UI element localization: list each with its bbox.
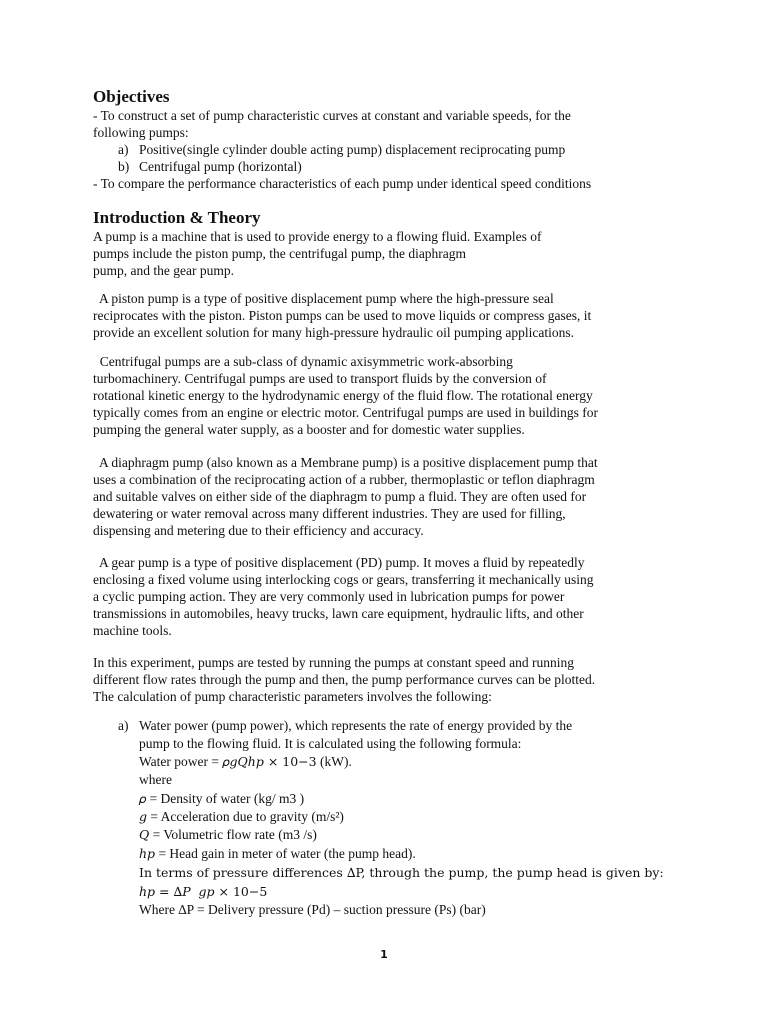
intro-p2-line: reciprocates with the piston. Piston pumps can be used to move liquids or compress gases, it (93, 308, 592, 323)
intro-p5-line: transmissions in automobiles, heavy trucks, lawn care equipment, hydraulic lifts, and other (93, 606, 584, 621)
intro-p1-line: pump, and the gear pump. (93, 263, 234, 278)
intro-p5-line: enclosing a fixed volume using interlocking cogs or gears, transferring it mechanically using (93, 572, 594, 587)
formula-math: 𝜌𝑔𝑄ℎ𝑝 × 10−3 (222, 754, 317, 769)
intro-p4-line: dispensing and metering due to their efficiency and accuracy. (93, 523, 424, 538)
symbol: 𝑔 (139, 809, 148, 824)
definition-text: = Head gain in meter of water (the pump head). (155, 846, 416, 861)
symbol: 𝑄 (139, 827, 150, 842)
intro-p3-line: turbomachinery. Centrifugal pumps are used to transport fluids by the conversion of (93, 371, 547, 386)
intro-p6-line: The calculation of pump characteristic parameters involves the following: (93, 689, 492, 704)
objectives-line-2: following pumps: (93, 125, 189, 140)
objectives-item-b-text: Centrifugal pump (horizontal) (139, 159, 302, 174)
water-power-formula (139, 753, 352, 771)
symbol: ℎ𝑝 (139, 846, 156, 861)
definition-hp (139, 845, 416, 863)
list-a-marker: a) (118, 718, 129, 733)
formula-prefix: Water power = (139, 754, 223, 769)
intro-p3-line: rotational kinetic energy to the hydrodynamic energy of the fluid flow. The rotational energy (93, 388, 593, 403)
intro-p1-line: pumps include the piston pump, the centrifugal pump, the diaphragm (93, 246, 467, 261)
intro-heading: Introduction & Theory (93, 208, 261, 227)
symbol: 𝜌 (139, 791, 147, 806)
delta-p-definition: Where ∆P = Delivery pressure (Pd) – suction pressure (Ps) (bar) (139, 902, 486, 917)
objectives-line-3: - To compare the performance characteristics of each pump under identical speed conditions (93, 176, 592, 191)
definition-text: = Density of water (kg/ m3 ) (146, 791, 305, 806)
intro-p3-line: typically comes from an engine or electric motor. Centrifugal pumps are used in buildings for (93, 405, 598, 420)
intro-p3-line: Centrifugal pumps are a sub-class of dynamic axisymmetric work-absorbing (93, 354, 513, 369)
list-a-line-2: pump to the flowing fluid. It is calculated using the following formula: (139, 736, 522, 751)
formula-suffix: (kW). (316, 754, 352, 769)
where-label: where (139, 772, 172, 787)
intro-p5-line: a cyclic pumping action. They are very commonly used in lubrication pumps for power (93, 589, 565, 604)
intro-p2-line: A piston pump is a type of positive displacement pump where the high-pressure seal (93, 291, 554, 306)
intro-p4-line: uses a combination of the reciprocating action of a rubber, thermoplastic or teflon diaphragm (93, 472, 595, 487)
page-number: 1 (380, 948, 388, 961)
intro-p5-line: A gear pump is a type of positive displacement (PD) pump. It moves a fluid by repeatedly (93, 555, 585, 570)
intro-p6-line: In this experiment, pumps are tested by running the pumps at constant speed and running (93, 655, 575, 670)
head-formula: ℎ𝑝 = ∆𝑃 𝑔𝑝 × 10−5 (139, 884, 268, 899)
intro-p3-line: pumping the general water supply, as a booster and for domestic water supplies. (93, 422, 525, 437)
definition-rho (139, 790, 304, 808)
intro-p4-line: dewatering or water removal across many different industries. They are used for filling, (93, 506, 566, 521)
definition-text: = Acceleration due to gravity (m/s²) (147, 809, 344, 824)
objectives-item-b-marker: b) (118, 159, 130, 174)
objectives-item-a-text: Positive(single cylinder double acting pump) displacement reciprocating pump (139, 142, 566, 157)
definition-g (139, 808, 344, 826)
definition-q (139, 826, 317, 844)
list-a-line-1: Water power (pump power), which represents the rate of energy provided by the (139, 718, 573, 733)
intro-p1-line: A pump is a machine that is used to provide energy to a flowing fluid. Examples of (93, 229, 542, 244)
objectives-item-a-marker: a) (118, 142, 129, 157)
intro-p6-line: different flow rates through the pump and then, the pump performance curves can be plotted. (93, 672, 596, 687)
intro-p2-line: provide an excellent solution for many high-pressure hydraulic oil pumping applications. (93, 325, 575, 340)
intro-p4-line: and suitable valves on either side of the diaphragm to pump a fluid. They are often used for (93, 489, 587, 504)
objectives-line-1: - To construct a set of pump characteristic curves at constant and variable speeds, for the (93, 108, 571, 123)
intro-p4-line: A diaphragm pump (also known as a Membrane pump) is a positive displacement pump that (93, 455, 598, 470)
objectives-heading: Objectives (93, 87, 170, 106)
pressure-difference-line: In terms of pressure differences ∆P, through the pump, the pump head is given by: (139, 865, 664, 880)
intro-p5-line: machine tools. (93, 623, 172, 638)
definition-text: = Volumetric flow rate (m3 /s) (149, 827, 317, 842)
